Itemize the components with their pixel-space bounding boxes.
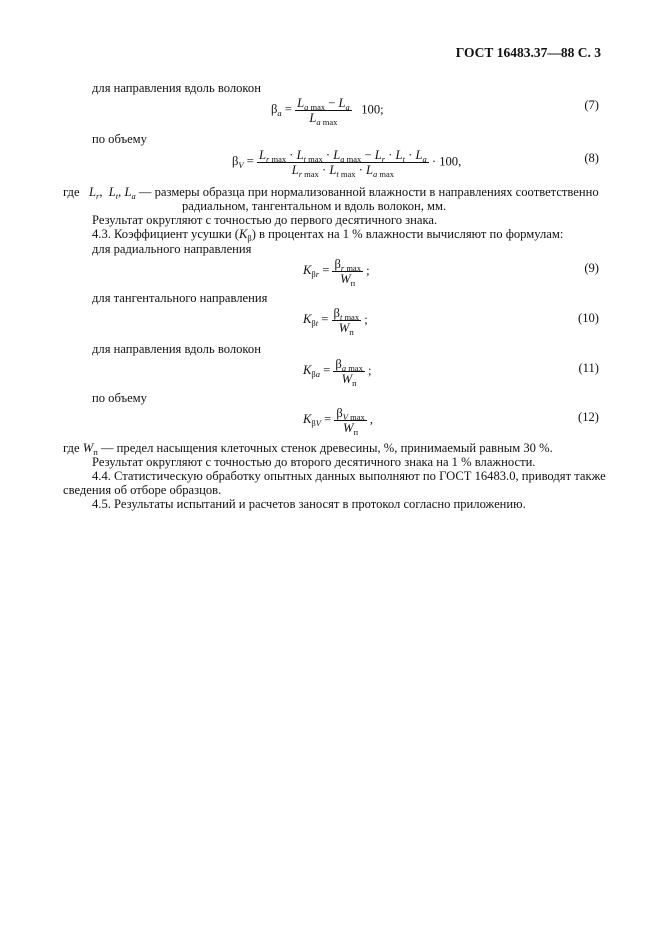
- page-header: ГОСТ 16483.37—88 С. 3: [455, 45, 601, 60]
- equation-number-9: (9): [584, 261, 599, 275]
- formula-12-tail: ,: [369, 412, 374, 427]
- formula-11-tail: ;: [367, 363, 372, 378]
- paragraph-4-3-end: ) в процентах на 1 % влажности вычисляют по формулам:: [251, 227, 564, 241]
- where-sizes-line-1: где $L_r$, $L_t$, $L_a$ — размеры образца при нормализованной влажности в направлениях соответственно: [63, 185, 599, 201]
- formula-11-fraction: $\frac{\beta_{a max}}{W_п}$: [335, 357, 363, 388]
- formula-10-fraction: $\frac{\beta_{t max}}{W_п}$: [333, 306, 360, 337]
- rounding-note-2: Результат округляют с точностью до второго десятичного знака на 1 % влажности.: [92, 455, 536, 469]
- formula-7-factor: 100;: [361, 102, 384, 117]
- formula-12-fraction: $\frac{\beta_{V max}}{W_п}$: [336, 406, 365, 437]
- paragraph-4-4-line-1: 4.4. Статистическую обработку опытных данных выполняют по ГОСТ 16483.0, приводят также: [92, 469, 606, 483]
- where-word-2: где: [63, 441, 80, 455]
- text-direction-along-2: для направления вдоль волокон: [92, 342, 261, 356]
- formula-11: $K_{\beta a}$ = $\frac{\beta_{a max}}{W_п}$ ;: [303, 357, 372, 388]
- where-sizes-text-1: — размеры образца при нормализованной влажности в направлениях соответственно: [138, 185, 599, 199]
- text-direction-radial: для радиального направления: [92, 242, 252, 256]
- equation-number-10: (10): [578, 311, 599, 325]
- where-w-text: — предел насыщения клеточных стенок древесины, %, принимаемый равным 30 %.: [100, 441, 553, 455]
- where-word: где: [63, 185, 80, 199]
- paragraph-4-3: 4.3. Коэффициент усушки $(K_\beta)$ в процентах на 1 % влажности вычисляют по формулам:: [92, 227, 564, 243]
- formula-7: $\beta_a$ = $\frac{L_{a max} - L_a}{L_{a max}}$ 100;: [271, 96, 384, 127]
- equation-number-12: (12): [578, 410, 599, 424]
- equation-number-7: (7): [584, 98, 599, 112]
- formula-7-fraction: $\frac{L_{a max} - L_a}{L_{a max}}$: [297, 96, 350, 127]
- text-by-volume: по объему: [92, 132, 147, 146]
- formula-9-tail: ;: [366, 263, 370, 278]
- paragraph-4-3-start: 4.3. Коэффициент усушки (: [92, 227, 239, 241]
- where-w-line: где $W_п$ — предел насыщения клеточных стенок древесины, %, принимаемый равным 30 %.: [63, 441, 553, 457]
- equation-number-11: (11): [578, 361, 599, 375]
- where-sizes-line-2: радиальном, тангентальном и вдоль волокон, мм.: [182, 199, 447, 213]
- text-direction-tangential: для тангентального направления: [92, 291, 268, 305]
- text-by-volume-2: по объему: [92, 391, 147, 405]
- formula-12: $K_{\beta V}$ = $\frac{\beta_{V max}}{W_п}$ ,: [303, 406, 374, 437]
- paragraph-4-4-line-2: сведения об отборе образцов.: [63, 483, 222, 497]
- equation-number-8: (8): [584, 151, 599, 165]
- formula-9: $K_{\beta r}$ = $\frac{\beta_{r max}}{W_п}$ ;: [303, 257, 370, 288]
- formula-10: $K_{\beta t}$ = $\frac{\beta_{t max}}{W_п}$ ;: [303, 306, 368, 337]
- text-direction-along: для направления вдоль волокон: [92, 81, 261, 95]
- formula-9-fraction: $\frac{\beta_{r max}}{W_п}$: [334, 257, 361, 288]
- formula-8-tail: · 100,: [431, 154, 462, 169]
- formula-8-fraction: $\frac{L_{r max} \cdot L_{t max} \cdot L_{a max} - L_r \cdot L_t \cdot L_a}{L_{r max} \cdot L_{t max} \cdot L_{a max}}$: [259, 148, 427, 179]
- paragraph-4-5: 4.5. Результаты испытаний и расчетов заносят в протокол согласно приложению.: [92, 497, 526, 511]
- formula-8: $\beta_V$ = $\frac{L_{r max} \cdot L_{t max} \cdot L_{a max} - L_r \cdot L_t \cdot L_a}{L_{r max} \cdot L_{t max} \cdot L_{a max}}$ · 100,: [232, 148, 462, 179]
- formula-10-tail: ;: [364, 312, 368, 327]
- rounding-note-1: Результат округляют с точностью до первого десятичного знака.: [92, 213, 438, 227]
